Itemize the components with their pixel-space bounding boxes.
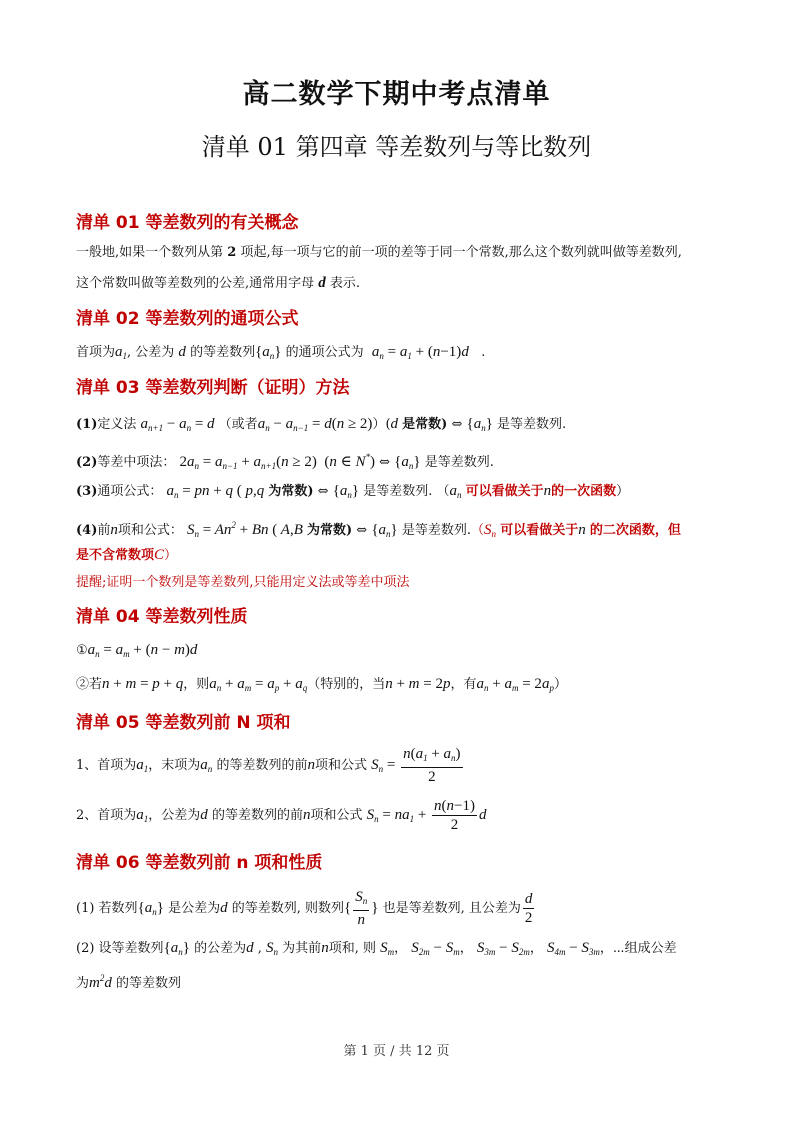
reminder-note: 提醒;证明一个数列是等差数列,只能用定义法或等差中项法 — [76, 575, 410, 590]
formula: $m^2d$ — [89, 973, 112, 991]
text: 为常数) — [307, 523, 353, 538]
formula: $S_{2m} - S_m$ — [411, 940, 460, 957]
formula: $a_n$ — [200, 756, 213, 774]
text: 是等差数列. — [497, 417, 567, 432]
note-text: （ — [471, 523, 485, 538]
text: ，末项为 — [148, 757, 201, 773]
sum-formula-2 — [76, 797, 487, 834]
formula: $S_m$ — [380, 940, 395, 957]
text: 是等差数列. — [401, 523, 472, 538]
text: (1) 若数列 — [76, 900, 138, 916]
label: (3) — [76, 484, 98, 499]
text: 项和公式： — [117, 523, 183, 538]
page-footer: 第 1 页 / 共 12 页 — [343, 1044, 450, 1059]
formula: d — [200, 806, 208, 823]
text: 为其前 — [282, 941, 322, 956]
text: 的等差数列的前 — [211, 807, 303, 823]
formula: $a_n + a_m = a_p + a_q$ — [209, 676, 308, 693]
formula: d — [246, 940, 254, 956]
text: 表示. — [329, 276, 361, 291]
document-subtitle: 清单 01 第四章 等差数列与等比数列 — [201, 133, 592, 161]
text: 组成公差 — [624, 941, 677, 956]
formula: n — [110, 522, 118, 538]
text: ，有 — [450, 677, 477, 692]
sum-formula-1 — [76, 745, 465, 786]
formula: $\frac{d}{2}$ — [524, 891, 533, 926]
iff-symbol: ⇔ — [379, 455, 391, 470]
text: ） — [616, 484, 630, 499]
formula: $a_n$ — [449, 483, 462, 500]
formula: n — [543, 483, 552, 499]
formula: C — [154, 547, 165, 563]
number: 2 — [227, 245, 237, 260]
formula: $S_{4m} - S_{3m}$ — [546, 940, 600, 957]
formula: d — [220, 899, 228, 916]
text: 前 — [97, 523, 111, 538]
general-term-formula: $a_n = a_1 + (n-1)d$ — [371, 344, 469, 361]
formula: $a_n - a_{n-1} = d(n \ge 2)$ — [257, 416, 373, 433]
formula: n + m = 2p — [385, 676, 451, 692]
text: 这个常数叫做等差数列的公差,通常用字母 — [76, 276, 315, 291]
method-3 — [76, 481, 629, 505]
note-text: 的二次函数，但 — [589, 523, 681, 538]
text: 的等差数列的前 — [216, 757, 308, 773]
iff-symbol: ⇔ — [317, 484, 329, 499]
formula: $a_n$ = pn + q ( p,q — [166, 483, 265, 500]
label: (4) — [76, 523, 98, 538]
method-4 — [76, 515, 681, 544]
note-text: 可以看做关于 — [465, 484, 544, 499]
text: （特别的，当 — [307, 677, 386, 692]
formula: $\{a_n\}$ — [137, 899, 164, 917]
text: 的等差数列 — [116, 976, 182, 991]
text: 为常数) — [268, 484, 314, 499]
text: 项和公式 — [310, 807, 363, 823]
text: ，则 — [183, 677, 210, 692]
sum-property-2: (2) 设等差数列$\{a_n\}$ 的公差为d , $S_n$ 为其前n项和, 则 $S_m$， $S_{2m} - S_m$， $S_{3m} - S_{2m}$， $S_{4m} - S_{3m}$，⋯组成公差 — [76, 940, 677, 957]
formula: $\{a_n\}$ — [466, 416, 493, 433]
text: ，公差为 — [148, 807, 201, 823]
formula: $\{a_n\}$ — [163, 940, 190, 957]
text: 为 — [76, 976, 90, 991]
note-text: 可以看做关于 — [500, 523, 579, 538]
symbol-d: d — [318, 275, 326, 291]
text: 也是等差数列, 且公差为 — [382, 900, 521, 916]
text: 的等差数列 — [190, 345, 256, 360]
label: (1) — [76, 417, 98, 432]
section-01-line-2 — [76, 273, 360, 294]
text: 是公差为 — [168, 900, 221, 916]
section-heading-02: 清单 02 等差数列的通项公式 — [76, 309, 299, 329]
formula: n — [302, 806, 311, 823]
text: 项和公式 — [314, 757, 367, 773]
formula: d — [178, 344, 186, 360]
section-02-line-1: 首项为$a_1$, 公差为 d 的等差数列$\{a_n\}$ 的通项公式为 $a_n = a_1 + (n-1)d$ . — [76, 344, 486, 361]
text: 的通项公式为 — [285, 345, 364, 360]
text: 项和, 则 — [328, 941, 376, 956]
text: 项起,每一项与它的前一项的差等于同一个常数,那么这个数列就叫做等差数列, — [240, 245, 682, 260]
text: (2) 设等差数列 — [76, 941, 164, 956]
iff-symbol: ⇔ — [451, 417, 463, 432]
text: 是等差数列. （ — [363, 484, 450, 499]
method-2 — [76, 447, 494, 476]
formula: $\{a_n\}$ — [255, 344, 282, 361]
formula: $S_n = na_1$ + $\frac{n(n-1)}{2}$ d — [366, 798, 487, 833]
formula: $\{a_n\}$ — [394, 454, 421, 471]
formula: $\{a_n\}$ — [332, 483, 360, 500]
sum-property-2-continued — [76, 968, 181, 994]
text: 2、首项为 — [76, 807, 137, 823]
formula: d — [390, 416, 399, 432]
section-heading-01: 清单 01 等差数列的有关概念 — [76, 213, 299, 233]
method-4-continued — [76, 545, 177, 566]
section-heading-05: 清单 05 等差数列前 N 项和 — [76, 713, 291, 733]
text: 的等差数列, 则数列 — [231, 900, 345, 916]
formula: $S_n$ = $\frac{n(a_1 + a_n)}{2}$ — [371, 746, 461, 785]
text: 1、首项为 — [76, 757, 137, 773]
text: ① — [76, 643, 88, 658]
note-text: 是不含常数项 — [76, 548, 155, 563]
formula: $S_n$ — [266, 940, 279, 957]
text: 是常数) — [402, 417, 448, 432]
formula: $S_n$ — [484, 522, 497, 539]
note-text: ） — [164, 548, 178, 563]
text: ） — [553, 677, 567, 692]
formula: $S_n = An^2 + Bn$ ( A,B — [187, 520, 303, 539]
text: 通项公式： — [97, 484, 163, 499]
formula: $a_{n+1} - a_n = d$ — [140, 416, 215, 433]
text: 定义法 — [97, 417, 137, 432]
label: (2) — [76, 455, 98, 470]
text: 首项为 — [76, 345, 116, 360]
formula: $2a_n = a_{n-1} + a_{n+1}(n \ge 2)$ (n ∈ N*) — [179, 452, 375, 471]
formula: n — [321, 940, 329, 956]
text: , 公差为 — [127, 345, 175, 360]
text: 等差中项法： — [97, 455, 176, 470]
formula: n + m = p + q — [102, 676, 184, 692]
section-heading-04: 清单 04 等差数列性质 — [76, 607, 248, 627]
text: （或者 — [218, 417, 258, 432]
formula: n — [307, 756, 315, 773]
document-title: 高二数学下期中考点清单 — [242, 79, 551, 110]
formula: $\{a_n\}$ — [371, 522, 398, 539]
sum-property-1 — [76, 888, 536, 929]
formula: $S_{3m} - S_{2m}$ — [476, 940, 530, 957]
iff-symbol: ⇔ — [356, 523, 368, 538]
text: 的公差为 — [194, 941, 247, 956]
formula: $a_n = a_m + (n - m)d$ — [87, 642, 198, 659]
text: ②若 — [76, 677, 103, 692]
formula: n — [578, 522, 586, 538]
section-01-line-1 — [76, 243, 682, 263]
text: 一般地,如果一个数列从第 — [76, 245, 224, 260]
note-text: 的一次函数 — [551, 484, 617, 499]
property-1 — [76, 640, 197, 664]
property-2 — [76, 674, 567, 698]
text: 是等差数列. — [424, 455, 494, 470]
section-heading-03: 清单 03 等差数列判断（证明）方法 — [76, 378, 350, 398]
formula: $a_1$ — [115, 344, 128, 361]
formula: $a_n + a_m = 2a_p$ — [476, 676, 554, 693]
formula: $a_1$ — [136, 806, 149, 824]
text: ）( — [372, 417, 391, 432]
method-1 — [76, 414, 566, 438]
formula: $a_1$ — [136, 756, 149, 774]
section-heading-06: 清单 06 等差数列前 n 项和性质 — [76, 853, 323, 873]
formula: { $\frac{S_n}{n}$ } — [344, 889, 379, 928]
